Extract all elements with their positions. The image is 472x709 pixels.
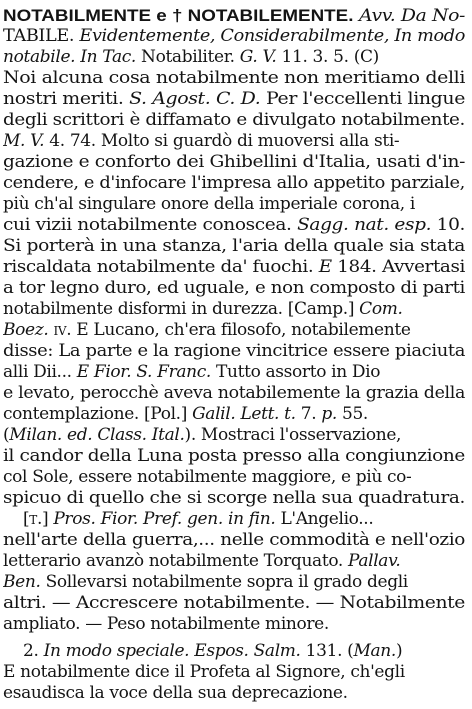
- line-content: [3, 530, 465, 551]
- body-text: 184. Avvertasi: [331, 257, 465, 277]
- line-content: [3, 362, 380, 383]
- line-content: [3, 404, 368, 425]
- text-line: [3, 425, 465, 446]
- text-line: [3, 68, 465, 89]
- citation-text: Milan. ed. Class. Ital.: [9, 425, 185, 445]
- text-line: [3, 5, 465, 26]
- body-text: TABILE: [3, 26, 69, 46]
- text-line: [3, 614, 465, 635]
- body-text: iv: [53, 320, 67, 340]
- body-text: riscaldata notabilmente da' fuochi.: [3, 257, 319, 277]
- line-content: [3, 467, 411, 488]
- body-text: a tor legno duro, ed uguale, e non composto di parti: [3, 278, 465, 298]
- body-text: contemplazione. [Pol.]: [3, 404, 193, 424]
- citation-text: Boez.: [3, 320, 49, 340]
- text-line: [3, 47, 465, 68]
- line-content: [3, 683, 348, 704]
- body-text: L'Angelio...: [275, 509, 374, 529]
- body-text: t: [29, 509, 37, 529]
- line-content: [3, 194, 415, 215]
- line-content: [3, 173, 465, 194]
- line-content: [3, 5, 465, 26]
- line-content: [3, 614, 329, 635]
- body-text: Tutto assorto in Dio: [210, 362, 381, 382]
- body-text: Sollevarsi notabilmente sopra il grado degli: [40, 572, 408, 592]
- body-text: Notabiliter.: [135, 47, 240, 67]
- body-text: letterario avanzò notabilmente Torquato.: [3, 551, 349, 571]
- line-content: [3, 47, 379, 68]
- text-line: [3, 89, 465, 110]
- body-text: 10.: [431, 215, 465, 235]
- citation-text: Man.: [353, 641, 396, 661]
- body-text: .]: [36, 509, 54, 529]
- body-text: più ch'al singulare onore della imperiale corona, i: [3, 194, 415, 214]
- citation-text: notabile. In Tac.: [3, 47, 136, 67]
- headword: NOTABILMENTE e † NOTABILEMENTE.: [3, 6, 354, 25]
- line-content: [3, 131, 399, 152]
- line-content: [3, 26, 465, 47]
- body-text: col Sole, essere notabilmente maggiore, e più co-: [3, 467, 412, 487]
- body-text: ampliato. — Peso notabilmente minore.: [3, 614, 329, 634]
- citation-text: p.: [321, 404, 337, 424]
- text-line: [3, 641, 465, 662]
- text-line: [3, 404, 465, 425]
- text-line: [3, 446, 465, 467]
- citation-text: In modo speciale. Espos. Salm.: [43, 641, 301, 661]
- line-content: [3, 257, 465, 278]
- body-text: e levato, perocchè aveva notabilemente la grazia della: [3, 383, 465, 403]
- line-content: [3, 89, 465, 110]
- citation-text: Galil. Lett. t.: [192, 404, 296, 424]
- body-text: 4. 74. Molto si guardò di muoversi alla sti-: [44, 131, 400, 151]
- text-line: [3, 488, 465, 509]
- text-line: [3, 683, 465, 704]
- line-content: [3, 320, 411, 341]
- citation-text: Com.: [359, 299, 403, 319]
- text-line: [3, 194, 465, 215]
- body-text: 7.: [295, 404, 322, 424]
- text-line: [3, 131, 465, 152]
- body-text: cendere, e d'infocare l'impresa allo appetito parziale,: [3, 173, 465, 193]
- body-text: E notabilmente dice il Profeta al Signore, ch'egli: [3, 662, 405, 682]
- citation-text: Pallav.: [348, 551, 401, 571]
- body-text: degli scrittori è diffamato e divulgato notabilmente.: [3, 110, 465, 130]
- text-line: [3, 551, 465, 572]
- body-text: alli Dii...: [3, 362, 77, 382]
- body-text: Noi alcuna cosa notabilmente non meritiamo delli: [3, 68, 465, 88]
- line-content: [3, 383, 465, 404]
- citation-text: M. V.: [3, 131, 45, 151]
- text-line: [3, 110, 465, 131]
- body-text: 55.: [336, 404, 368, 424]
- line-content: [3, 68, 465, 89]
- line-content: [3, 152, 465, 173]
- text-line: [3, 530, 465, 551]
- text-line: [3, 215, 465, 236]
- line-content: [3, 572, 408, 593]
- line-content: [3, 278, 465, 299]
- body-text: 131. (: [300, 641, 354, 661]
- body-text: ): [395, 641, 403, 661]
- text-line: [3, 509, 465, 530]
- line-content: [3, 215, 465, 236]
- text-line: [3, 320, 465, 341]
- citation-text: Ben.: [3, 572, 41, 592]
- citation-text: Sagg. nat. esp.: [297, 215, 432, 235]
- body-text: . E Lucano, ch'era filosofo, notabilemente: [66, 320, 411, 340]
- citation-text: S. Agost. C. D.: [129, 89, 261, 109]
- line-content: [3, 110, 465, 131]
- text-line: [3, 662, 465, 683]
- body-text: altri. — Accrescere notabilmente. — Notabilmente: [3, 593, 465, 613]
- body-text: Per l'eccellenti lingue: [260, 89, 465, 109]
- line-content: [3, 446, 465, 467]
- body-text: gazione e conforto dei Ghibellini d'Italia, usati d'in-: [3, 152, 465, 172]
- body-text: .: [68, 26, 80, 46]
- line-content: [3, 593, 465, 614]
- body-text: nostri meriti.: [3, 89, 130, 109]
- line-content: [23, 641, 402, 662]
- text-line: [3, 467, 465, 488]
- body-text: Si porterà in una stanza, l'aria della quale sia stata: [3, 236, 465, 256]
- body-text: esaudisca la voce della sua deprecazione.: [3, 683, 348, 703]
- citation-text: Avv. Da No-: [353, 6, 465, 26]
- text-line: [3, 341, 465, 362]
- text-line: [3, 278, 465, 299]
- body-text: 11. 3. 5. (C): [276, 47, 379, 67]
- text-line: [3, 152, 465, 173]
- line-content: [3, 551, 400, 572]
- text-line: [3, 593, 465, 614]
- line-content: [3, 425, 401, 446]
- body-text: disse: La parte e la ragione vincitrice essere piaciuta: [3, 341, 465, 361]
- body-text: ). Mostraci l'osservazione,: [184, 425, 402, 445]
- text-line: [3, 362, 465, 383]
- citation-text: E Fior. S. Franc.: [76, 362, 211, 382]
- citation-text: G. V.: [239, 47, 277, 67]
- line-content: [3, 299, 403, 320]
- body-text: (: [3, 425, 10, 445]
- text-line: [3, 572, 465, 593]
- text-line: [3, 383, 465, 404]
- line-content: [3, 236, 465, 257]
- line-content: [23, 509, 373, 530]
- citation-text: E: [318, 257, 332, 277]
- body-text: [: [23, 509, 30, 529]
- body-text: spicuo di quello che si scorge nella sua quadratura.: [3, 488, 465, 508]
- citation-text: Evidentemente, Considerabilmente, In modo: [79, 26, 465, 46]
- line-content: [3, 662, 405, 683]
- text-line: [3, 236, 465, 257]
- body-text: 2.: [23, 641, 44, 661]
- text-line: [3, 173, 465, 194]
- dictionary-entry: [3, 5, 465, 705]
- citation-text: Pros. Fior. Pref. gen. in fin.: [53, 509, 276, 529]
- text-line: [3, 299, 465, 320]
- line-content: [3, 341, 465, 362]
- body-text: notabilmente disformi in durezza. [Camp.]: [3, 299, 360, 319]
- body-text: cui vizii notabilmente conoscea.: [3, 215, 298, 235]
- line-content: [3, 488, 465, 509]
- text-line: [3, 257, 465, 278]
- body-text: nell'arte della guerra,... nelle commodità e nell'ozio: [3, 530, 465, 550]
- text-line: [3, 26, 465, 47]
- body-text: il candor della Luna posta presso alla congiunzione: [3, 446, 465, 466]
